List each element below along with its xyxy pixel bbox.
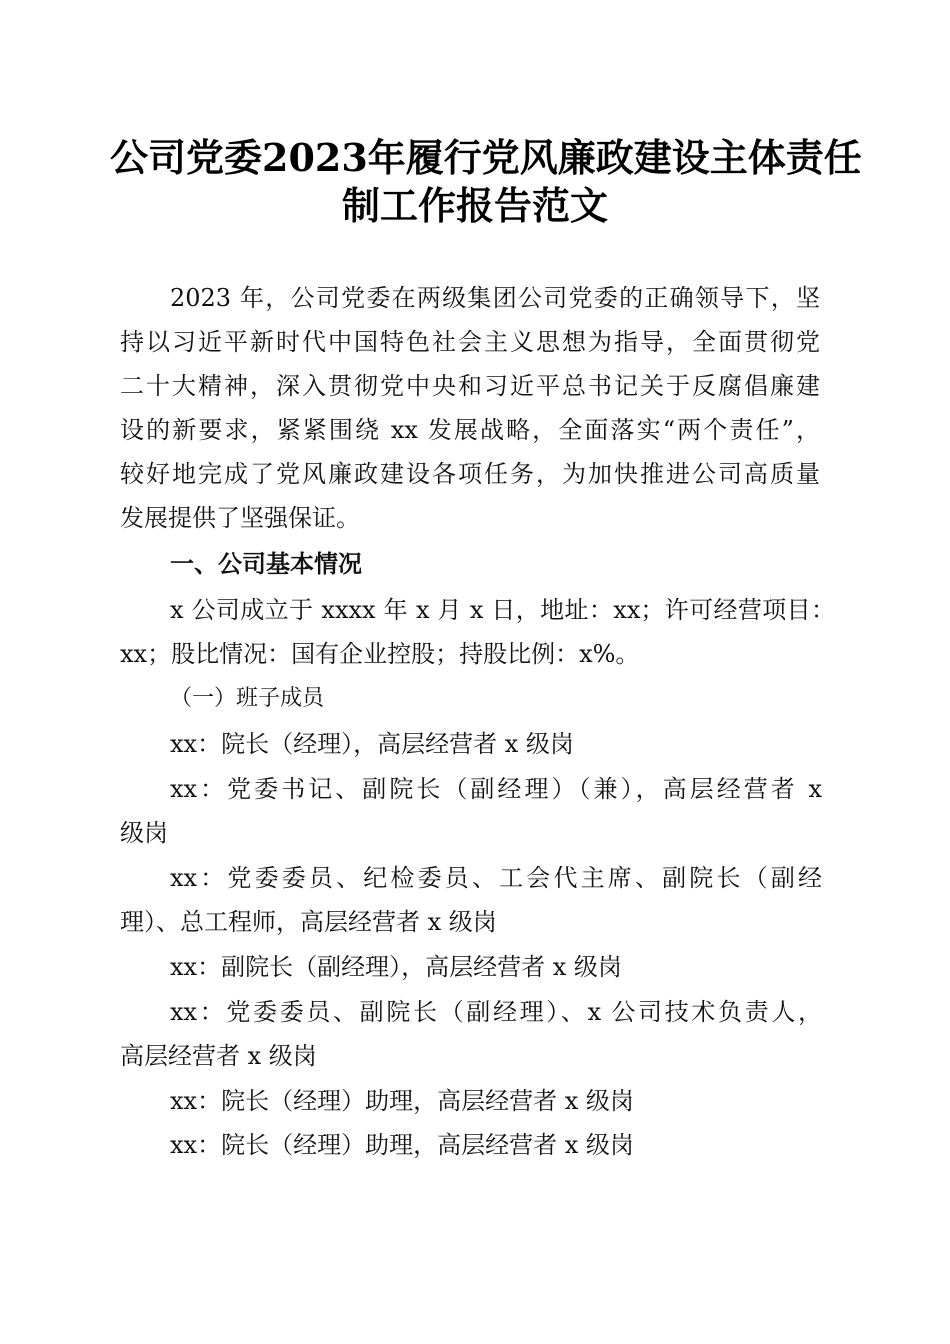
subsection-heading-team-members: （一）班子成员 [170, 686, 325, 711]
member-entry-2-line-2: 级岗 [120, 819, 168, 847]
member-entry-6: xx：院长（经理）助理，高层经营者 x 级岗 [170, 1087, 634, 1115]
document-title-line-1: 公司党委2023年履行党风廉政建设主体责任 [110, 135, 862, 180]
member-entry-3-line-1: xx：党委委员、纪检委员、工会代主席、副院长（副经 [170, 864, 822, 892]
intro-line-5: 较好地完成了党风廉政建设各项任务，为加快推进公司高质量 [120, 460, 820, 488]
member-entry-2-line-1: xx：党委书记、副院长（副经理）（兼），高层经营者 x [170, 775, 822, 803]
section1-line-1: x 公司成立于 xxxx 年 x 月 x 日，地址：xx；许可经营项目： [170, 596, 835, 624]
member-entry-3-line-2: 理）、总工程师，高层经营者 x 级岗 [120, 908, 497, 936]
intro-line-3: 二十大精神，深入贯彻党中央和习近平总书记关于反腐倡廉建 [120, 372, 820, 400]
member-entry-7: xx：院长（经理）助理，高层经营者 x 级岗 [170, 1131, 634, 1159]
member-entry-5-line-2: 高层经营者 x 级岗 [120, 1042, 317, 1070]
intro-line-6: 发展提供了坚强保证。 [120, 504, 360, 532]
member-entry-4: xx：副院长（副经理），高层经营者 x 级岗 [170, 953, 622, 981]
intro-line-1: 2023 年，公司党委在两级集团公司党委的正确领导下，坚 [170, 284, 820, 312]
member-entry-5-line-1: xx：党委委员、副院长（副经理）、x 公司技术负责人， [170, 998, 822, 1026]
intro-line-4: 设的新要求，紧紧围绕 xx 发展战略，全面落实“两个责任”， [120, 416, 820, 444]
document-title-line-2: 制工作报告范文 [341, 183, 608, 228]
member-entry-1: xx：院长（经理），高层经营者 x 级岗 [170, 730, 574, 758]
intro-line-2: 持以习近平新时代中国特色社会主义思想为指导，全面贯彻党 [120, 328, 820, 356]
section1-line-2: xx；股比情况：国有企业控股；持股比例：x%。 [120, 640, 640, 668]
section-heading-basic-info: 一、公司基本情况 [170, 550, 362, 578]
